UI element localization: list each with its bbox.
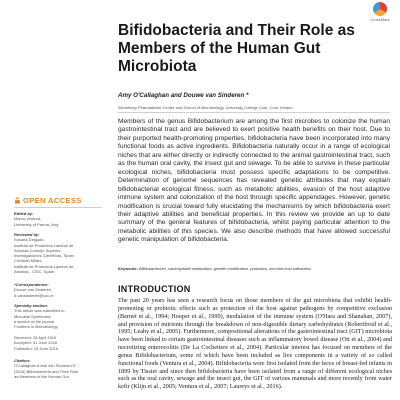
correspondence-name: Douwe van Sinderen [14,287,52,293]
reviewer-affiliation-line: Instituto de Productos Lácteos de [14,263,74,269]
reviewer-line[interactable]: Christian Milani, [14,258,43,264]
article-authors[interactable]: Amy O'Callaghan and Douwe van Sinderen * [118,92,249,99]
title-divider [118,112,390,113]
specialty-line: This article was submitted to [14,308,65,314]
keywords-label: Keywords: [118,266,138,271]
published-date: Published: 15 June 2016 [14,345,59,351]
specialty-line: Microbial Symbioses, [14,313,52,319]
citation-block [14,358,104,379]
citation-line: (2016) Bifidobacteria and Their Role [14,368,79,374]
keywords-line [118,266,390,271]
sidebar-divider [14,207,102,208]
open-lock-icon [14,197,21,204]
edited-by-block [14,211,104,227]
reviewer-affiliation-line: Investigaciones Científicas, Spain [14,253,74,259]
reviewer-line[interactable]: Susana Delgado, [14,237,45,243]
crossmark-icon [373,2,387,16]
citation-label: Citation: [14,358,31,363]
introduction-text: The past 20 years has seen a research focus on those members of the gut microbiota that exhibit health-promoting or probiotic effects such as protection of the host against pathogens by competitive exclusion (Bernet et al., 1994; Hooper et al., 1999), modulation of the immune system (O'Hara and Shanahan, 2007), and provision of nutrients through the breakdown of non-digestible dietary carbohydrates (Robertfroid et al., 1995; Leahy et al., 2005). Furthermore, compositional alterations of the gastrointestinal tract (GIT) microbiota have been linked to certain gastrointestinal diseases such as inflammatory bowel disease (Ott et al., 2004) and necrotizing enterocolitis (De La Cochetiere et al., 2004). Particular interest has focused on members of the genus Bifidobacterium, some of which have been included as live components in a variety of so called functional foods (Ventura et al., 2004). Bifidobacteria were first isolated from the feces of breast-fed infants in 1899 by Tissier and since then bifidobacteria have been isolated from a range of different ecological niches such as the oral cavity, sewage and the insect gut, the GIT of various mammals and more recently from water kefir (Klijn et al., 2005; Ventura et al., 2007; Laureys et al., 2016). [118,297,392,391]
abstract-text: Members of the genus Bifidobacterium are among the first microbes to colonize the human gastrointestinal tract and are believed to exert positive health benefits on their host. Due to their purported health-promoting properties, bifidobacteria have been incorporated into many functional foods as active ingredients. Bifidobacteria naturally occur in a range of ecological niches that are either directly or indirectly connected to the animal gastrointestinal tract, such as the human oral cavity, the insect gut and sewage. To be able to survive in these particular ecological niches, bifidobacteria must possess specific adaptations to be competitive. Determination of genome sequences has revealed genetic attributes that may explain bifidobacterial ecological fitness, such as metabolic abilities, evasion of the host adaptive immune system and colonization of the host through specific appendages. However, genetic modification is crucial toward fully elucidating the mechanisms by which bifidobacteria exert their adaptive abilities and beneficial properties. In this review we provide an up to date summary of the general features of bifidobacteria, whilst paying particular attention to the metabolic abilities of this species. We also describe methods that have allowed successful genetic manipulation of bifidobacteria. [118,118,390,244]
reviewed-by-label: Reviewed by: [14,232,40,237]
specialty-line: a section of the journal [14,318,55,324]
reviewer-affiliation-line: Asturias-Consejo Superior [14,247,61,253]
reviewer-affiliation-line: Asturias - CSIC, Spain [14,269,55,275]
editor-affiliation-line: University of Parma, Italy [14,221,59,227]
citation-line: O'Callaghan A and van Sinderen D [14,363,76,369]
reviewed-by-block [14,232,104,274]
open-access-badge [14,196,82,205]
open-access-label: OPEN ACCESS [23,196,82,205]
accepted-date: Accepted: 01 June 2016 [14,340,58,346]
introduction-heading: INTRODUCTION [118,284,191,294]
received-date: Received: 25 April 2016 [14,335,57,340]
author-affiliation: Alimentary Pharmabiotic Centre and School of Microbiology, University College Cork, Cork, Ireland [118,105,293,110]
correspondence-block [14,282,104,298]
editor-line[interactable]: Marco Ventura, [14,216,42,222]
correspondence-label: *Correspondence: [14,282,49,287]
crossmark-badge[interactable] [366,2,394,22]
keywords-values: Bifidobacterium, carbohydrate metabolism, genetic modification, probiotics, microbe-host interaction [138,266,311,271]
dates-block [14,335,104,351]
journal-link[interactable]: Frontiers in Microbiology [14,324,58,330]
citation-line: as Members of the Human Gut [14,373,69,379]
crossmark-label: CrossMark [370,17,390,22]
specialty-section-label: Specialty section: [14,303,49,308]
specialty-section-block [14,303,104,329]
correspondence-email-link[interactable]: d.vansinderen@ucc.ie [14,292,54,298]
reviewer-affiliation-line: Instituto de Productos Lácteos de [14,242,74,248]
edited-by-label: Edited by: [14,211,34,216]
article-title: Bifidobacteria and Their Role as Members of the Human Gut Microbiota [118,22,355,75]
